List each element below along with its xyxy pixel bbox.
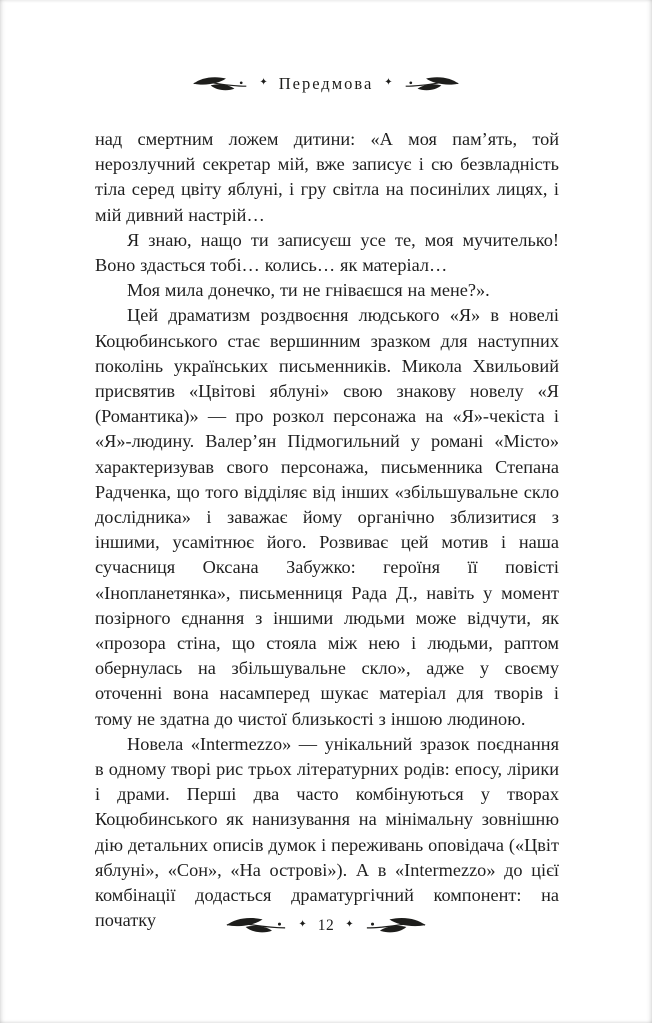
diamond-icon: ✦ (384, 77, 393, 88)
leaf-branch-icon (192, 75, 248, 94)
diamond-icon: ✦ (345, 919, 354, 930)
page-header (0, 74, 652, 94)
leaf-branch-icon (225, 915, 287, 937)
chapter-title: Передмова (278, 74, 374, 93)
paragraph: над смертним ложем дитини: «А моя пам’ять, той нерозлучний секретар мій, вже записує і сю безвладність тіла серед цвіту яблуні, і гру світла на посинілих лицях, і мій дивний настрій… (95, 129, 559, 225)
leaf-branch-icon (365, 915, 427, 937)
page-text (95, 127, 559, 934)
paragraph: Я знаю, нащо ти записуєш усе те, моя мучителько! Воно здасться тобі… колись… як матеріал… (95, 229, 559, 276)
paragraph: Цей драматизм роздвоєння людського «Я» в новелі Коцюбинського стає вершинним зразком для наступних поколінь українських письменників. Микола Хвильовий присвятив «Цвітові яблуні» свою знакову новелу «Я (Романтика)» — про розкол персонажа на «Я»-чекіста і «Я»-людину. Валер’ян Підмогильний у романі «Місто» характеризував свого персонажа, письменника Степана Радченка, що того відділяє від інших «збільшувальне скло дослідника» і заважає йому органічно зблизитися з іншими, усамітнює його. Розвиває цей мотив і наша сучасниця Оксана Забужко: героїня її повісті «Інопланетянка», письменниця Рада Д., навіть у момент позірного єднання з іншими людьми може відчути, як «прозора стіна, що стояла між нею і людьми, раптом обернулась на збільшувальне скло», адже у своєму оточенні вона насамперед шукає матеріал для творів і тому не здатна до чистої близькості з іншою людиною. (95, 305, 559, 729)
paragraph: Моя мила донечко, ти не гніваєшся на мене?». (127, 280, 490, 301)
leaf-branch-icon (404, 75, 460, 94)
page-number: 12 (317, 917, 335, 934)
diamond-icon: ✦ (259, 77, 268, 88)
paragraph: Новела «Intermezzo» — унікальний зразок поєднання в одному творі рис трьох літературних родів: епосу, лірики і драми. Перші два часто комбінуються у творах Коцюбинського як нанизування на мінімальну зовнішню дію детальних описів думок і переживань оповідача («Цвіт яблуні», «Сон», «На острові»). А в «Intermezzo» до цієї комбінації додасться драматургічний компонент: на початку (95, 733, 559, 931)
page-footer (0, 915, 652, 937)
diamond-icon: ✦ (298, 919, 307, 930)
